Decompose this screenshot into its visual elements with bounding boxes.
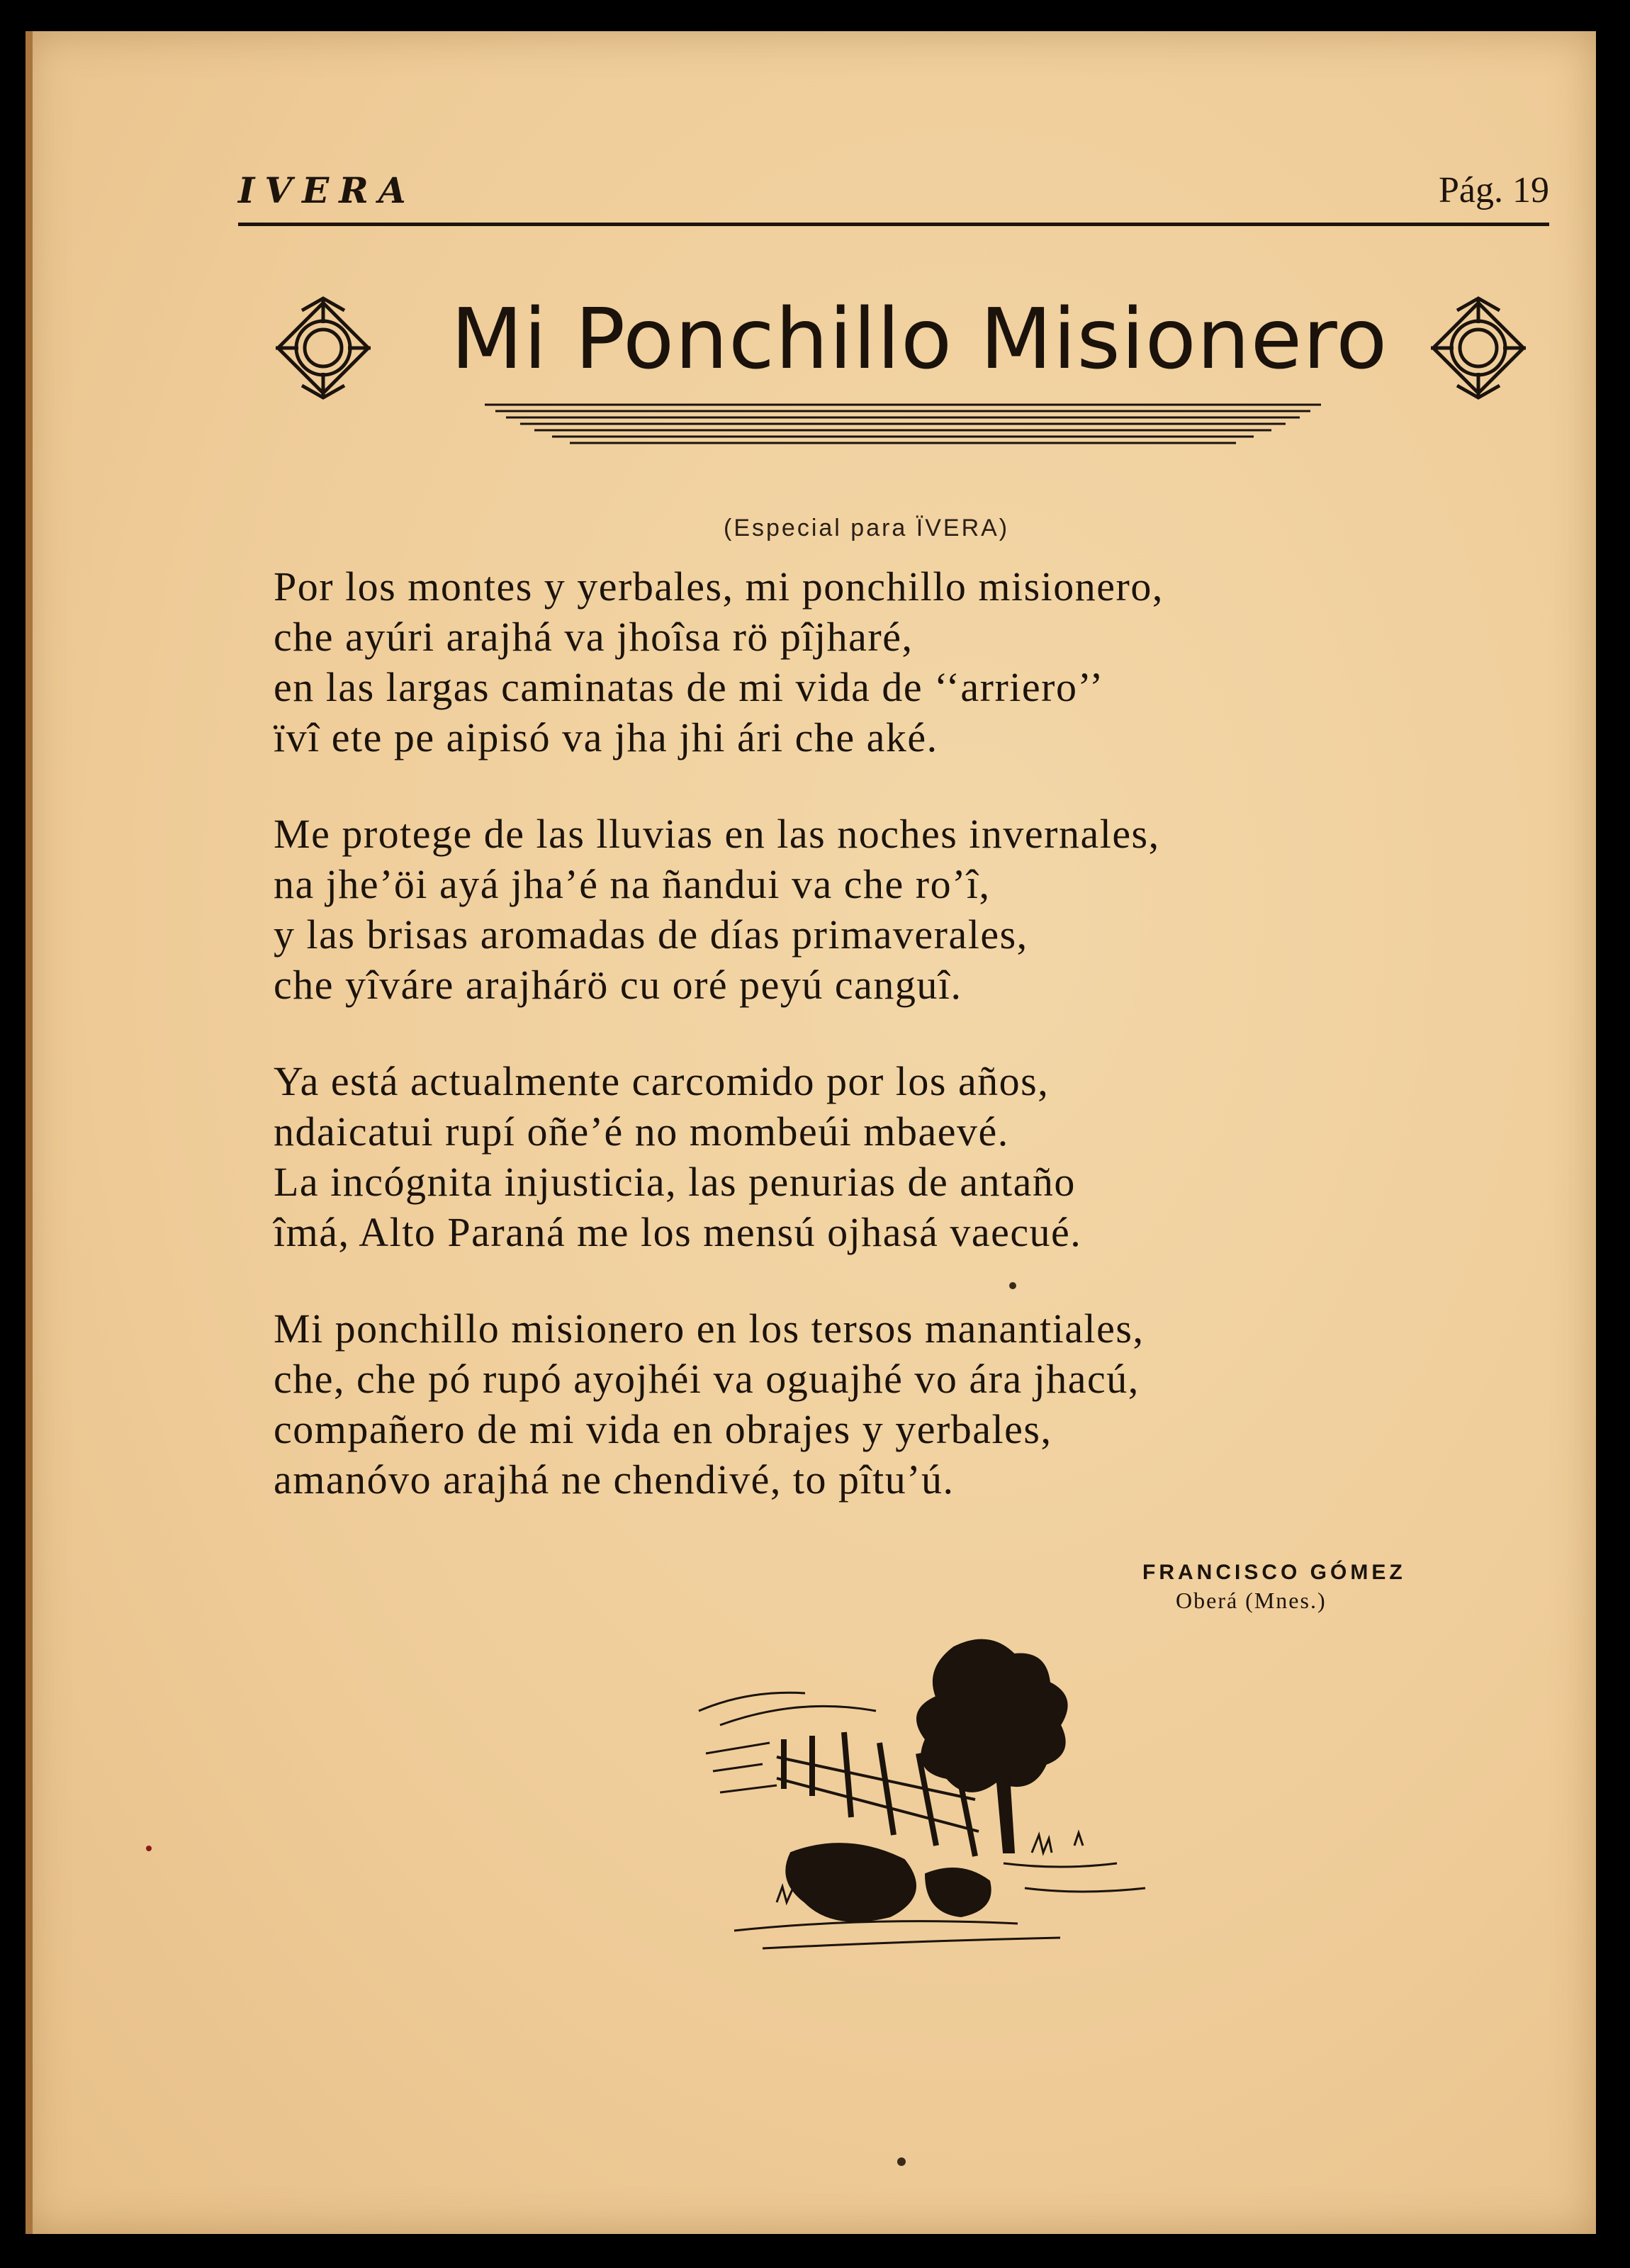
poem-title: Mi Ponchillo Misionero xyxy=(451,290,1388,388)
poem-line: ndaicatui rupí oñe’é no mombeúi mbaevé. xyxy=(274,1108,1009,1155)
poem-line: Mi ponchillo misionero en los tersos manantiales, xyxy=(274,1306,1145,1352)
stanza xyxy=(274,809,1478,1010)
page-spine-edge xyxy=(26,31,33,2234)
celtic-knot-ornament-icon xyxy=(270,295,376,401)
poem-line: Ya está actualmente carcomido por los años, xyxy=(274,1058,1050,1104)
poem-line: amanóvo arajhá ne chendivé, to pîtu’ú. xyxy=(274,1456,955,1503)
author-place: Oberá (Mnes.) xyxy=(1176,1588,1327,1613)
stanza xyxy=(274,1056,1478,1257)
poem-line: y las brisas aromadas de días primaverales, xyxy=(274,911,1028,958)
poem-line: en las largas caminatas de mi vida de ‘‘arriero’’ xyxy=(274,664,1104,710)
poem-line: La incógnita injusticia, las penurias de antaño xyxy=(274,1159,1076,1205)
celtic-knot-ornament-icon xyxy=(1425,295,1531,401)
paper-speck xyxy=(1009,1282,1016,1289)
dedication-note: (Especial para ÏVERA) xyxy=(724,515,1010,541)
poem-line: che ayúri arajhá va jhoîsa rö pîjharé, xyxy=(274,614,914,660)
title-underline-ornament xyxy=(485,401,1321,451)
page-header xyxy=(238,141,1549,226)
magazine-page xyxy=(26,31,1596,2234)
paper-speck xyxy=(146,1846,152,1851)
poem-body xyxy=(274,561,1478,1551)
poem-line: che yîváre arajhárö cu oré peyú canguî. xyxy=(274,962,962,1008)
poem-line: Por los montes y yerbales, mi ponchillo misionero, xyxy=(274,563,1164,610)
poem-line: Me protege de las lluvias en las noches invernales, xyxy=(274,811,1160,857)
poem-line: compañero de mi vida en obrajes y yerbales, xyxy=(274,1406,1052,1452)
stanza xyxy=(274,1303,1478,1505)
header-rule xyxy=(238,223,1549,226)
poem-line: na jhe’öi ayá jha’é na ñandui va che ro’î, xyxy=(274,861,991,907)
rural-landscape-illustration xyxy=(692,1619,1174,1973)
poem-line: ïvî ete pe aipisó va jha jhi ári che aké. xyxy=(274,714,938,760)
author-name: FRANCISCO GÓMEZ xyxy=(1142,1561,1406,1584)
poem-line: che, che pó rupó ayojhéi va oguajhé vo ára jhacú, xyxy=(274,1356,1140,1402)
stanza xyxy=(274,561,1478,763)
poem-line: îmá, Alto Paraná me los mensú ojhasá vaecué. xyxy=(274,1209,1082,1255)
page-number: Pág. 19 xyxy=(1439,170,1549,210)
paper-speck xyxy=(897,2157,906,2166)
magazine-name: IVERA xyxy=(238,169,416,211)
